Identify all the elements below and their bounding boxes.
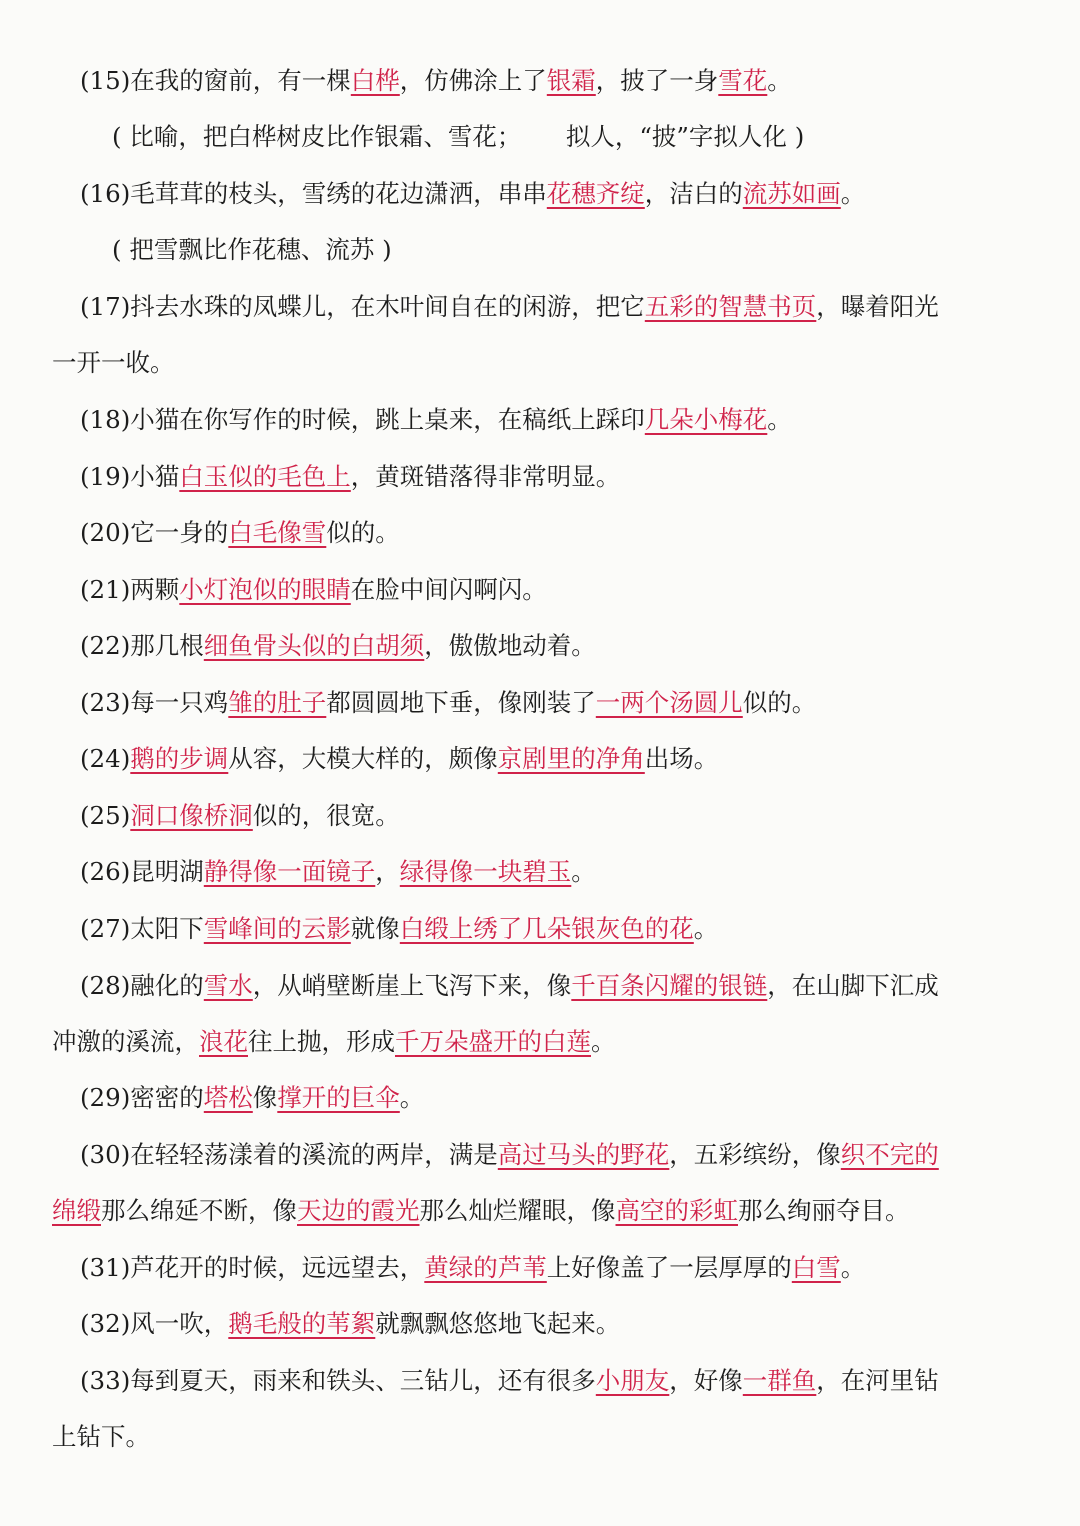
text-segment: 那么灿烂耀眼，像: [419, 1196, 616, 1225]
text-segment: (26)昆明湖: [80, 857, 204, 886]
text-segment: ( 把雪飘比作花穗、流苏 ): [112, 235, 392, 264]
highlighted-phrase: 天边的霞光: [297, 1196, 420, 1225]
text-segment: (30)在轻轻荡漾着的溪流的两岸，满是: [80, 1140, 498, 1169]
text-segment: (33)每到夏天，雨来和铁头、三钻儿，还有很多: [80, 1366, 596, 1395]
text-segment: 一开一收。: [52, 348, 175, 377]
text-segment: (19)小猫: [80, 462, 180, 491]
text-segment: 似的。: [742, 688, 817, 717]
text-segment: 在脸中间闪啊闪。: [350, 575, 547, 604]
highlighted-phrase: 白毛像雪: [228, 518, 327, 547]
highlighted-phrase: 五彩的智慧书页: [644, 292, 817, 321]
highlighted-phrase: 雏的肚子: [228, 688, 327, 717]
text-line: [80, 174, 865, 214]
text-segment: 。: [840, 1253, 866, 1282]
text-segment: 像: [252, 1083, 278, 1112]
text-segment: (18)小猫在你写作的时候，跳上桌来，在稿纸上踩印: [80, 405, 645, 434]
text-segment: (31)芦花开的时候，远远望去，: [80, 1253, 425, 1282]
text-line: [80, 852, 596, 892]
text-segment: (27)太阳下: [80, 914, 204, 943]
text-line: [80, 1135, 939, 1175]
text-segment: ，好像: [669, 1366, 743, 1395]
text-segment: ，五彩缤纷，像: [669, 1140, 841, 1169]
text-segment: (16)毛茸茸的枝头，雪绣的花边潇洒，串串: [80, 179, 547, 208]
text-segment: 从容，大模大样的，颇像: [228, 744, 498, 773]
text-segment: ，曝着阳光: [816, 292, 939, 321]
text-line: [80, 683, 816, 723]
highlighted-phrase: 小朋友: [595, 1366, 670, 1395]
text-line: [80, 909, 718, 949]
highlighted-phrase: 撑开的巨伞: [277, 1083, 400, 1112]
highlighted-phrase: 一两个汤圆儿: [595, 688, 743, 717]
text-segment: ，披了一身: [595, 66, 719, 95]
text-segment: (15)在我的窗前，有一棵: [80, 66, 351, 95]
highlighted-phrase: 白缎上绣了几朵银灰色的花: [399, 914, 694, 943]
highlighted-phrase: 一群鱼: [742, 1366, 817, 1395]
text-line: [52, 1417, 150, 1457]
highlighted-phrase: 雪花: [718, 66, 768, 95]
text-segment: ，: [375, 857, 400, 886]
text-line: [80, 796, 400, 836]
highlighted-phrase: 绵缎: [52, 1196, 101, 1225]
text-segment: (20)它一身的: [80, 518, 229, 547]
text-line: [80, 513, 400, 553]
highlighted-phrase: 高过马头的野花: [497, 1140, 670, 1169]
text-segment: ，黄斑错落得非常明显。: [350, 462, 621, 491]
text-segment: ，仿佛涂上了: [399, 66, 547, 95]
highlighted-phrase: 几朵小梅花: [644, 405, 768, 434]
annotation-line: [112, 117, 804, 157]
highlighted-phrase: 高空的彩虹: [615, 1196, 738, 1225]
text-line: [80, 61, 792, 101]
highlighted-phrase: 绿得像一块碧玉: [399, 857, 572, 886]
text-segment: 。: [767, 66, 792, 95]
highlighted-phrase: 花穗齐绽: [546, 179, 645, 208]
highlighted-phrase: 鹅的步调: [130, 744, 229, 773]
highlighted-phrase: 洞口像桥洞: [130, 801, 253, 830]
text-segment: (32)风一吹，: [80, 1309, 229, 1338]
highlighted-phrase: 静得像一面镜子: [203, 857, 376, 886]
text-segment: 。: [840, 179, 866, 208]
text-segment: 似的，很宽。: [252, 801, 400, 830]
text-line: [80, 966, 939, 1006]
highlighted-phrase: 白雪: [791, 1253, 841, 1282]
highlighted-phrase: 黄绿的芦苇: [424, 1253, 547, 1282]
text-segment: (24): [80, 744, 131, 773]
text-segment: ，洁白的: [644, 179, 743, 208]
text-segment: (29)密密的: [80, 1083, 204, 1112]
highlighted-phrase: 小灯泡似的眼睛: [179, 575, 351, 604]
text-line: [80, 1078, 424, 1118]
text-line: [80, 1304, 620, 1344]
text-segment: (21)两颗: [80, 575, 180, 604]
text-line: [52, 1022, 616, 1062]
text-segment: 就飘飘悠悠地飞起来。: [375, 1309, 621, 1338]
text-line: [80, 739, 718, 779]
text-segment: 冲激的溪流，: [52, 1027, 199, 1056]
highlighted-phrase: 鹅毛般的苇絮: [228, 1309, 376, 1338]
text-segment: ，在山脚下汇成: [767, 971, 939, 1000]
text-segment: 上好像盖了一层厚厚的: [546, 1253, 792, 1282]
text-line: [80, 400, 792, 440]
text-segment: 那么绚丽夺目。: [738, 1196, 910, 1225]
text-segment: 那么绵延不断，像: [101, 1196, 297, 1225]
highlighted-phrase: 京剧里的净角: [497, 744, 645, 773]
text-line: [80, 570, 547, 610]
text-segment: ，傲傲地动着。: [424, 631, 596, 660]
highlighted-phrase: 细鱼骨头似的白胡须: [203, 631, 425, 660]
text-segment: ，从峭壁断崖上飞泻下来，像: [252, 971, 572, 1000]
highlighted-phrase: 白玉似的毛色上: [179, 462, 351, 491]
text-line: [52, 1191, 910, 1231]
text-segment: (23)每一只鸡: [80, 688, 229, 717]
text-segment: 。: [767, 405, 792, 434]
text-segment: 往上抛，形成: [248, 1027, 395, 1056]
text-segment: 。: [571, 857, 596, 886]
text-line: [80, 1361, 939, 1401]
text-line: [80, 457, 620, 497]
highlighted-phrase: 千万朵盛开的白莲: [395, 1027, 591, 1056]
text-segment: 都圆圆地下垂，像刚装了: [326, 688, 596, 717]
text-segment: 上钻下。: [52, 1422, 150, 1451]
highlighted-phrase: 白桦: [350, 66, 400, 95]
annotation-line: [112, 230, 392, 270]
highlighted-phrase: 塔松: [203, 1083, 253, 1112]
text-segment: ( 比喻，把白桦树皮比作银霜、雪花； 拟人，“披”字拟人化 ): [112, 122, 805, 151]
text-line: [52, 343, 175, 383]
highlighted-phrase: 织不完的: [840, 1140, 939, 1169]
text-segment: 就像: [350, 914, 400, 943]
text-segment: 。: [591, 1027, 616, 1056]
text-line: [80, 1248, 865, 1288]
highlighted-phrase: 浪花: [199, 1027, 248, 1056]
text-segment: 。: [399, 1083, 425, 1112]
text-segment: (22)那几根: [80, 631, 204, 660]
highlighted-phrase: 流苏如画: [742, 179, 841, 208]
text-segment: 。: [693, 914, 719, 943]
text-line: [80, 626, 596, 666]
text-line: [80, 287, 939, 327]
highlighted-phrase: 雪峰间的云影: [203, 914, 351, 943]
highlighted-phrase: 银霜: [546, 66, 596, 95]
text-segment: 出场。: [644, 744, 719, 773]
highlighted-phrase: 雪水: [203, 971, 253, 1000]
highlighted-phrase: 千百条闪耀的银链: [571, 971, 768, 1000]
text-segment: (28)融化的: [80, 971, 204, 1000]
text-segment: (17)抖去水珠的凤蝶儿，在木叶间自在的闲游，把它: [80, 292, 645, 321]
text-segment: (25): [80, 801, 131, 830]
text-segment: ，在河里钻: [816, 1366, 939, 1395]
text-segment: 似的。: [326, 518, 400, 547]
